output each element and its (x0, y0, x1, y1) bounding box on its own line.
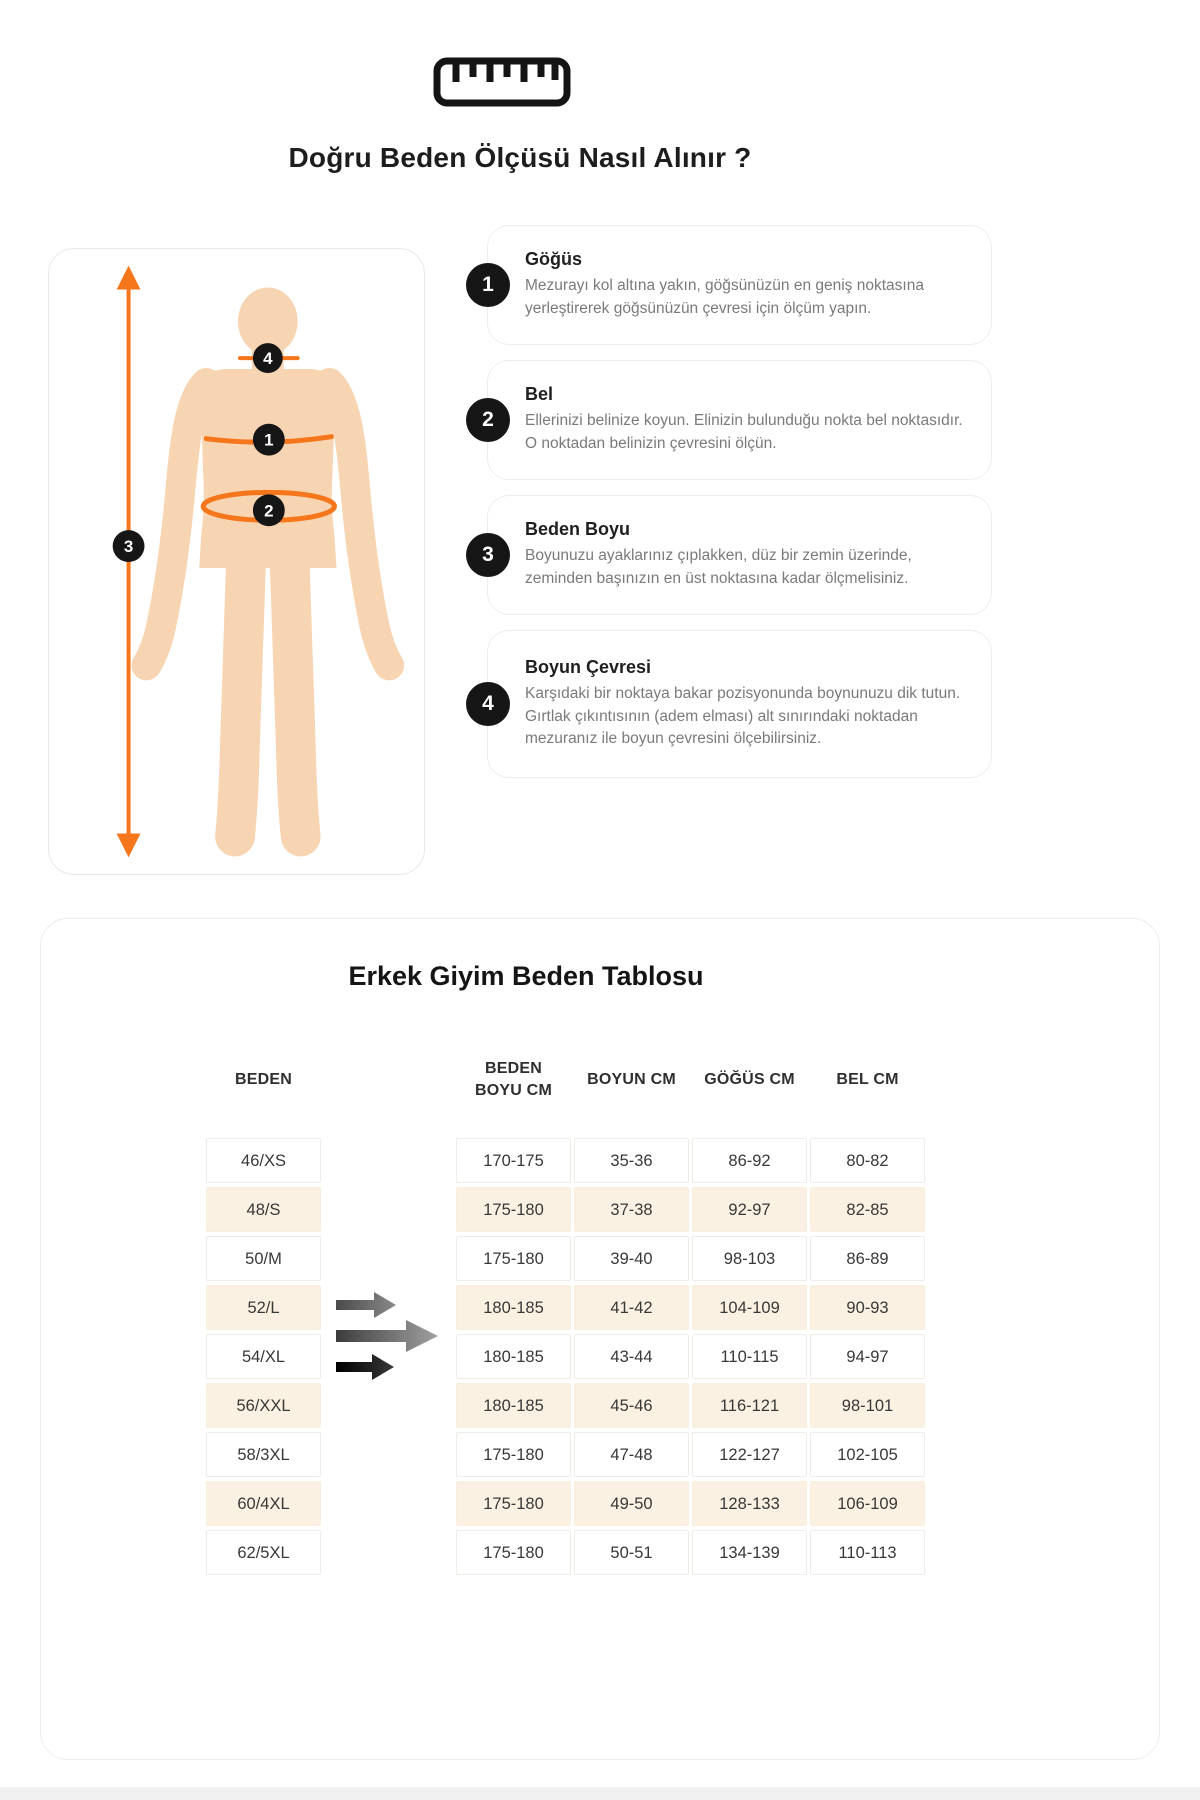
value-cell: 110-115 (692, 1334, 807, 1379)
svg-text:3: 3 (123, 537, 134, 557)
table-row (206, 1432, 928, 1477)
svg-text:1: 1 (264, 430, 274, 450)
instruction-card-boyun-cevresi (482, 630, 992, 778)
value-cell: 128-133 (692, 1481, 807, 1526)
table-row (206, 1334, 928, 1379)
instruction-text: Boyunuzu ayaklarınız çıplakken, düz bir zemin üzerinde, zeminden başınızın en üst noktasına kadar ölçmelisiniz. (525, 547, 912, 587)
table-row (206, 1530, 928, 1575)
value-cell: 175-180 (456, 1530, 571, 1575)
value-cell: 92-97 (692, 1187, 807, 1232)
value-cell: 175-180 (456, 1481, 571, 1526)
marker-badge-neck (253, 343, 283, 373)
value-cell: 82-85 (810, 1187, 925, 1232)
size-cell: 56/XXL (206, 1383, 321, 1428)
instruction-title: Beden Boyu (525, 519, 631, 540)
value-cell: 35-36 (574, 1138, 689, 1183)
column-header: BEDEN (234, 1071, 292, 1089)
value-cell: 39-40 (574, 1236, 689, 1281)
value-cell: 86-89 (810, 1236, 925, 1281)
value-cell: 106-109 (810, 1481, 925, 1526)
value-cell: 180-185 (456, 1285, 571, 1330)
value-cell: 43-44 (574, 1334, 689, 1379)
size-table-card (40, 918, 1160, 1760)
instruction-cards (482, 225, 992, 778)
value-cell: 104-109 (692, 1285, 807, 1330)
size-cell: 58/3XL (206, 1432, 321, 1477)
size-table-body (206, 1138, 928, 1575)
marker-badge-height (113, 530, 145, 562)
value-cell: 50-51 (574, 1530, 689, 1575)
size-arrows-icon (334, 1290, 459, 1382)
value-cell: 102-105 (810, 1432, 925, 1477)
value-cell: 98-101 (810, 1383, 925, 1428)
value-cell: 37-38 (574, 1187, 689, 1232)
value-cell: 80-82 (810, 1138, 925, 1183)
instruction-card-beden-boyu (482, 495, 992, 615)
value-cell: 45-46 (574, 1383, 689, 1428)
svg-text:4: 4 (263, 349, 273, 369)
value-cell: 170-175 (456, 1138, 571, 1183)
instruction-title: Boyun Çevresi (525, 656, 652, 677)
size-cell: 48/S (206, 1187, 321, 1232)
page-title: Doğru Beden Ölçüsü Nasıl Alınır ? (288, 142, 752, 173)
value-cell: 175-180 (456, 1432, 571, 1477)
value-cell: 41-42 (574, 1285, 689, 1330)
instruction-title: Göğüs (525, 249, 582, 270)
value-cell: 175-180 (456, 1187, 571, 1232)
value-cell: 94-97 (810, 1334, 925, 1379)
marker-badge-chest (253, 424, 285, 456)
instruction-number-badge: 2 (466, 398, 510, 442)
instruction-title: Bel (525, 384, 554, 405)
value-cell: 116-121 (692, 1383, 807, 1428)
value-cell: 86-92 (692, 1138, 807, 1183)
value-cell: 122-127 (692, 1432, 807, 1477)
column-header: BOYUN CM (587, 1071, 676, 1089)
ruler-icon (432, 56, 572, 108)
size-cell: 62/5XL (206, 1530, 321, 1575)
column-header: BEL CM (836, 1071, 899, 1089)
value-cell: 175-180 (456, 1236, 571, 1281)
instruction-number-badge: 1 (466, 263, 510, 307)
column-header: BEDEN BOYU CM (475, 1060, 552, 1099)
value-cell: 47-48 (574, 1432, 689, 1477)
size-table-header (206, 1044, 928, 1116)
value-cell: 49-50 (574, 1481, 689, 1526)
size-table-title: Erkek Giyim Beden Tablosu (348, 961, 704, 991)
table-row (206, 1187, 928, 1232)
column-header: GÖĞÜS CM (704, 1071, 795, 1089)
value-cell: 90-93 (810, 1285, 925, 1330)
value-cell: 180-185 (456, 1334, 571, 1379)
marker-badge-waist (253, 494, 285, 526)
table-row (206, 1236, 928, 1281)
value-cell: 134-139 (692, 1530, 807, 1575)
instruction-card-gogus (482, 225, 992, 345)
table-row (206, 1285, 928, 1330)
size-cell: 46/XS (206, 1138, 321, 1183)
figure-card (48, 248, 425, 875)
size-table (206, 1044, 928, 1575)
svg-text:2: 2 (264, 501, 274, 521)
table-row (206, 1481, 928, 1526)
body-figure (49, 249, 424, 874)
value-cell: 180-185 (456, 1383, 571, 1428)
instruction-number-badge: 4 (466, 682, 510, 726)
size-cell: 54/XL (206, 1334, 321, 1379)
size-cell: 52/L (206, 1285, 321, 1330)
instruction-text: Karşıdaki bir noktaya bakar pozisyonunda boynunuzu dik tutun. Gırtlak çıkıntısının (adem elması) alt sınırındaki noktadan mezuranız ile boyun çevresini ölçebilirsiniz. (525, 684, 961, 748)
table-row (206, 1383, 928, 1428)
table-row (206, 1138, 928, 1183)
size-cell: 60/4XL (206, 1481, 321, 1526)
instruction-text: Mezurayı kol altına yakın, göğsünüzün en geniş noktasına yerleştirerek göğsünüzün çevresi için ölçüm yapın. (525, 277, 924, 317)
size-cell: 50/M (206, 1236, 321, 1281)
value-cell: 98-103 (692, 1236, 807, 1281)
value-cell: 110-113 (810, 1530, 925, 1575)
instruction-text: Ellerinizi belinize koyun. Elinizin bulunduğu nokta bel noktasıdır. O noktadan belinizin çevresini ölçün. (525, 412, 963, 452)
instruction-card-bel (482, 360, 992, 480)
instruction-number-badge: 3 (466, 533, 510, 577)
bottom-divider (0, 1787, 1200, 1800)
